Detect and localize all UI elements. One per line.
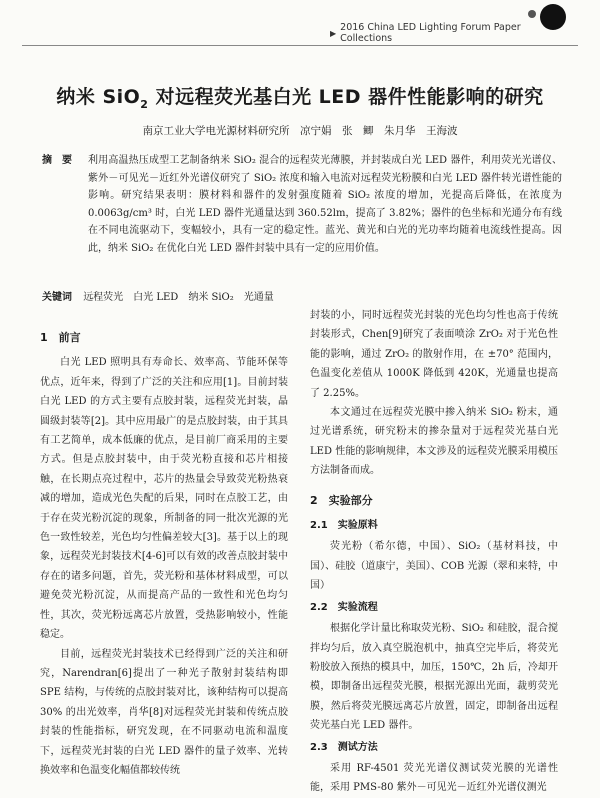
triangle-icon: ▶ — [330, 28, 337, 38]
section-2-title: 2 实验部分 — [310, 493, 373, 507]
subsection-2-3-title: 2.3 测试方法 — [310, 741, 378, 753]
paragraph: 目前，远程荧光封装技术已经得到广泛的关注和研究，Narendran[6]提出了一种光子散射封装结构即 SPE 结构，与传统的点胶封装对比，该种结构可以提高 30% 的出光效率，肖华[8]对远程荧光封装和传统点胶封装的性能指标，研究发现，在不同驱动电流和温度下，远程荧光封装的白光 LED 器件的量子效率、光转换效率和色温变化幅值都较传统 — [40, 648, 288, 776]
abstract-text: 利用高温热压成型工艺制备纳米 SiO₂ 混合的远程荧光薄膜，并封装成白光 LED 器件，利用荧光光谱仪、紫外－可见光－近红外光谱仪研究了 SiO₂ 浓度和输入电流对远程荧光粉膜和白光 LED 器件转光谱性能的影响。研究结果表明：膜材料和器件的发射强度随着 SiO₂ 浓度的增加，光提高后降低，在浓度为 0.0063g/cm³ 时，白光 LED 器件光通量达到 360.52lm，提高了 3.82%；器件的色坐标和光通分布有线在不同电流驱动下，变幅较小，具有一定的稳定性。蓝光、黄光和白光的光功率均随着电流线性提高。因此，纳米 SiO₂ 在优化白光 LED 器件封装中具有一定的应用价值。 — [88, 155, 562, 254]
paragraph: 荧光粉（希尔德，中国）、SiO₂（基材料技，中国）、硅胶（道康宁，美国）、COB 光源（翠和来特，中国） — [310, 541, 558, 592]
paragraph: 白光 LED 照明具有寿命长、效率高、节能环保等优点，近年来，得到了广泛的关注和应用[1]。目前封装白光 LED 的方式主要有点胶封装，远程荧光封装，晶圆级封装等[2]。其中应用最广的是点胶封装，由于其具有工艺简单，成本低廉的优点，是目前厂商采用的主要方式。但是点胶封装中，由于荧光粉直接和芯片相接触，在长期点亮过程中，芯片的热量会导致荧光粉热衰减的增加，造成光色失配的后果，同时在点胶工艺，由于存在荧光粉沉淀的现象，所制备的同一批次光源的光色一致性较差，光色均匀性偏差较大[3]。基于以上的现象，远程荧光封装技术[4-6]可以有效的改善点胶封装中存在的诸多问题，首先，荧光粉和基体材料成型，可以避免荧光粉沉淀，从而提高产品的一致性和光色均匀性，其次，荧光粉远离芯片放置，受热影响较小，性能稳定。 — [40, 357, 288, 641]
authors: 南京工业大学电光源材料研究所 凉宁娟 张 鲫 朱月华 王海波 — [142, 125, 458, 137]
decorative-dot-small — [528, 10, 536, 18]
abstract — [44, 152, 562, 257]
section-1-title: 1 前言 — [40, 331, 81, 344]
subsection-2-2-title: 2.2 实验流程 — [310, 601, 378, 613]
paragraph: 封装的小，同时远程荧光封装的光色均匀性也高于传统封装形式，Chen[9]研究了表面喷涂 ZrO₂ 对于光色性能的影响，通过 ZrO₂ 的散射作用，在 ±70° 范围内，色温变化差值从 1000K 降低到 420K，光通量也提高了 2.25%。 — [310, 310, 558, 399]
subsection-2-1-title: 2.1 实验原料 — [310, 520, 378, 532]
paragraph: 采用 RF-4501 荧光光谱仪测试荧光膜的光谱性能，采用 PMS-80 紫外－可见光－近红外光谱仪测光 — [310, 762, 558, 794]
header-rule — [22, 45, 578, 46]
running-header — [330, 24, 575, 42]
left-column — [40, 318, 288, 780]
abstract-label: 摘 要 — [42, 155, 72, 166]
keywords-label: 关键词 — [42, 292, 72, 303]
keywords — [42, 288, 562, 303]
paper-title: 纳米 SiO$_2$ 对远程荧光基白光 LED 器件性能影响的研究 — [56, 86, 544, 111]
paragraph: 本文通过在远程荧光膜中掺入纳米 SiO₂ 粉末，通过光谱系统，研究粉末的掺杂量对于远程荧光基白光 LED 性能的影响规律，本文涉及的远程荧光膜采用模压方法制备而成。 — [310, 407, 558, 477]
running-title: 2016 China LED Lighting Forum Paper Collections — [340, 22, 521, 44]
keywords-text: 远程荧光 白光 LED 纳米 SiO₂ 光通量 — [83, 292, 274, 303]
right-column — [310, 306, 558, 798]
paragraph: 根据化学计量比称取荧光粉、SiO₂ 和硅胶，混合搅拌均匀后，放入真空脱泡机中，抽真空完毕后，将荧光粉胶放入预热的模具中，加压，150℃，2h 后，冷却开模，即制备出远程荧光膜，根据光源出光面，裁剪荧光膜，然后将荧光膜远离芯片放置，固定，即制备出远程荧光基白光 LED 器件。 — [310, 623, 558, 732]
